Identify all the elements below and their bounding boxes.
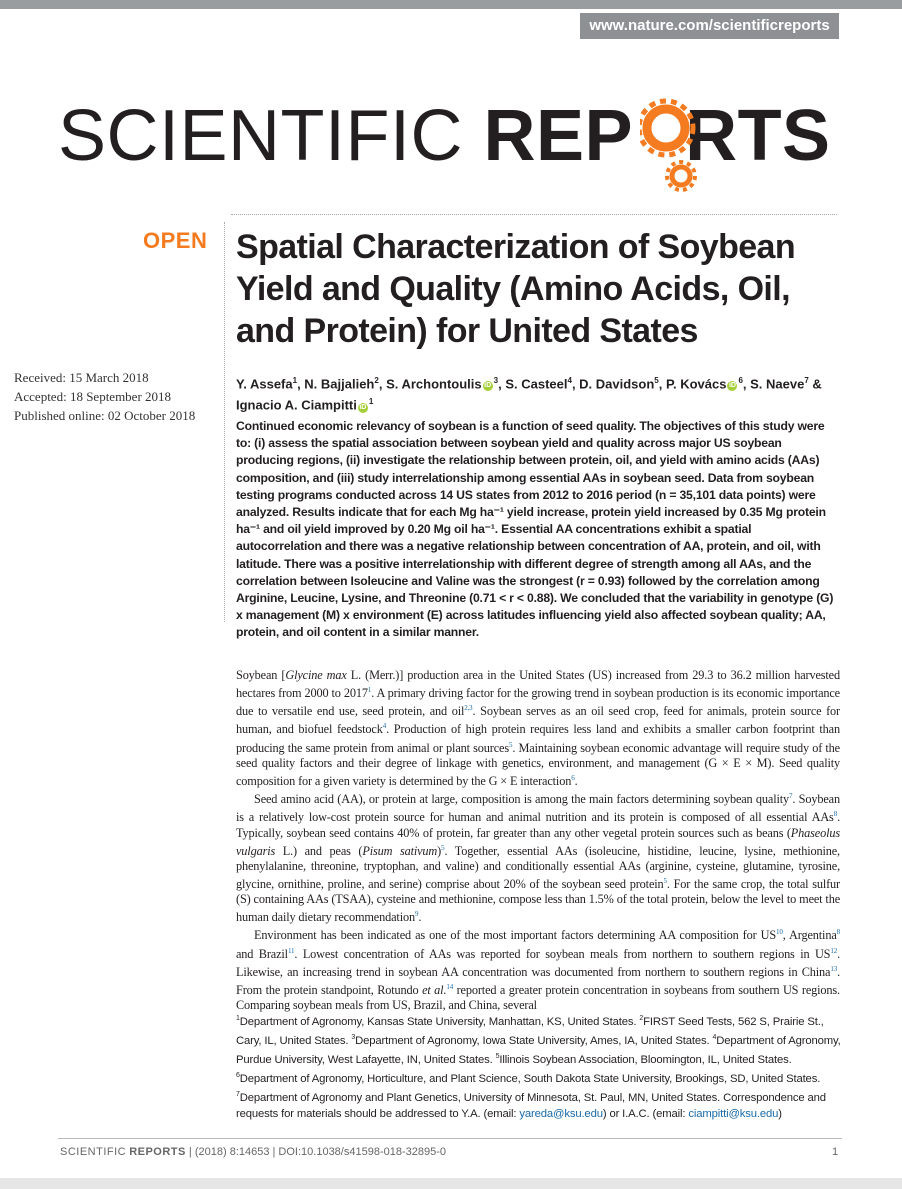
email-link-ciampitti[interactable]: ciampitti@ksu.edu	[688, 1108, 779, 1121]
page-number: 1	[832, 1146, 839, 1158]
title-divider	[224, 222, 225, 622]
orcid-icon[interactable]: iD	[484, 382, 492, 390]
published-date: Published online: 02 October 2018	[14, 408, 196, 423]
author-name[interactable]: N. Bajjalieh	[304, 376, 375, 392]
author-affiliation-number: 4	[567, 376, 572, 385]
author-affiliation-number: 6	[738, 376, 743, 385]
body-text	[236, 668, 840, 1013]
abstract: Continued economic relevancy of soybean is a function of seed quality. The objectives of this study were to: (i) assess the spatial association between soybean yield and quality across major US soybean producing regions, (ii) investigate the relationship between protein, oil, and yield with amino acids (AAs) composition, and (iii) study interrelationship among essential AAs in soybean seed. Data from soybean testing programs conducted across 14 US states from 2012 to 2016 period (n = 35,101 data points) were analyzed. Results indicate that for each Mg ha⁻¹ yield increase, protein yield increased by 0.35 Mg protein ha⁻¹ and oil yield improved by 0.20 Mg oil ha⁻¹. Essential AA concentrations exhibit a spatial autocorrelation and there was a negative relationship between concentration of AA, protein, and oil, with latitude. There was a positive interrelationship with different degree of strength among all AAs, and the correlation between Isoleucine and Valine was the strongest (r = 0.93) followed by the correlation among Arginine, Leucine, Lysine, and Threonine (0.71 < r < 0.88). We concluded that the variability in genotype (G) x management (M) x environment (E) across latitudes influencing yield also affected soybean quality; AA, protein, and oil content in a similar manner.	[236, 419, 834, 640]
author-affiliation-number: 7	[804, 376, 809, 385]
journal-url[interactable]: www.nature.com/scientificreports	[580, 13, 839, 39]
footer-citation-text: | (2018) 8:14653 | DOI:10.1038/s41598-018-32895-0	[185, 1146, 446, 1158]
author-name[interactable]: S. Naeve	[750, 376, 805, 392]
author-affiliation-number: 2	[374, 376, 379, 385]
author-affiliation-number: 3	[493, 376, 499, 385]
journal-logo-light: SCIENTIFIC	[58, 96, 464, 176]
footer-journal-bold: REPORTS	[129, 1146, 186, 1158]
received-date: Received: 15 March 2018	[14, 370, 149, 385]
author-name[interactable]: D. Davidson	[579, 376, 655, 392]
footer-citation	[60, 1146, 446, 1158]
gear-logo-icon	[640, 92, 736, 202]
body-paragraph: Seed amino acid (AA), or protein at large, composition is among the main factors determining soybean quality$^7$. Soybean is a relatively low-cost protein source for human and animal nutrition and its protein is composed of all essential AAs$^8$. Typically, soybean seed contains 40% of protein, far greater than any other vegetal protein sources such as beans (Phaseolus vulgaris L.) and peas (Pisum sativum)$^5$. Together, essential AAs (isoleucine, histidine, leucine, lysine, methionine, phenylalanine, threonine, tryptophan, and valine) and conditionally essential AAs (arginine, cysteine, glutamine, tyrosine, glycine, ornithine, proline, and serine) comprise about 20% of the soybean seed protein$^5$. For the same crop, the total sulfur (S) containing AAs (TSAA), cysteine and methionine, compose less than 1.5% of the total protein, below the level to meet the human daily dietary recommendation$^9$.	[236, 792, 840, 925]
author-affiliation-number: 5	[654, 376, 659, 385]
author-name[interactable]: S. Archontoulis	[386, 376, 482, 392]
author-list: Y. Assefa$^1$, N. Bajjalieh$^2$, S. Archontoulis $iD^3$, S. Casteel$^4$, D. Davidson$^5$, P. Kovács $iD^6$, S. Naeve$^7$ & Ignacio A. Ciampitti $iD^1$	[236, 376, 822, 413]
journal-logo-bold-1: REP	[483, 96, 634, 176]
top-bar	[0, 0, 902, 9]
orcid-icon[interactable]: iD	[728, 382, 736, 390]
email-link-assefa[interactable]: yareda@ksu.edu	[519, 1108, 603, 1121]
open-access-label: OPEN	[143, 228, 208, 253]
footer-divider	[58, 1138, 842, 1139]
author-name[interactable]: Y. Assefa	[236, 376, 293, 392]
author-name[interactable]: S. Casteel	[505, 376, 568, 392]
header-divider	[231, 214, 837, 215]
body-paragraph: Soybean [Glycine max L. (Merr.)] production area in the United States (US) increased from 29.3 to 36.2 million harvested hectares from 2000 to 2017$^1$. A primary driving factor for the growing trend in soybean production is its economic importance due to versatile end use, seed protein, and oil$^{2,3}$. Soybean serves as an oil seed crop, feed for animals, protein source for human, and biofuel feedstock$^4$. Production of high protein requires less land and exhibits a smaller carbon footprint than producing the same protein from animal or plant sources$^5$. Maintaining soybean economic advantage will require study of the seed quality factors and their degree of linkage with genetics, environment, and management (G × E × M). Seed quality composition for a given variety is determined by the G × E interaction$^6$.	[236, 668, 840, 789]
footer-journal-light: SCIENTIFIC	[60, 1146, 127, 1158]
author-name[interactable]: Ignacio A. Ciampitti	[236, 397, 357, 413]
author-affiliation-number: 1	[368, 397, 374, 407]
affiliations: $^1$Department of Agronomy, Kansas State University, Manhattan, KS, United States. $^2$FIRST Seed Tests, 562 S, Prairie St., Cary, IL, United States. $^3$Department of Agronomy, Iowa State University, Ames, IA, United States. $^4$Department of Agronomy, Purdue University, West Lafayette, IN, United States. $^5$Illinois Soybean Association, Bloomington, IL, United States. $^6$Department of Agronomy, Horticulture, and Plant Science, South Dakota State University, Brookings, SD, United States. $^7$Department of Agronomy and Plant Genetics, University of Minnesota, St. Paul, MN, United States. Correspondence and requests for materials should be addressed to Y.A. (email: yareda@ksu.edu) or I.A.C. (email: ciampitti@ksu.edu)	[236, 1015, 841, 1121]
bottom-strip	[0, 1178, 902, 1189]
article-title: Spatial Characterization of Soybean Yield and Quality (Amino Acids, Oil, and Protein) for United States	[236, 228, 796, 350]
orcid-icon[interactable]: iD	[359, 403, 367, 411]
article-dates	[14, 368, 195, 425]
body-paragraph: Environment has been indicated as one of the most important factors determining AA composition for US$^{10}$, Argentina$^8$ and Brazil$^{11}$. Lowest concentration of AAs was reported for soybean meals from northern to southern regions in US$^{12}$. Likewise, an increasing trend in soybean AA concentration was documented from northern to southern regions in China$^{13}$. From the protein standpoint, Rotundo et al.$^{14}$ reported a greater protein concentration in soybeans from southern US regions. Comparing soybean meals from US, Brazil, and China, several	[236, 928, 841, 1013]
author-affiliation-number: 1	[292, 376, 298, 385]
journal-logo-bold-2: RTS	[685, 96, 831, 176]
author-name[interactable]: P. Kovács	[665, 376, 727, 392]
accepted-date: Accepted: 18 September 2018	[14, 389, 172, 404]
